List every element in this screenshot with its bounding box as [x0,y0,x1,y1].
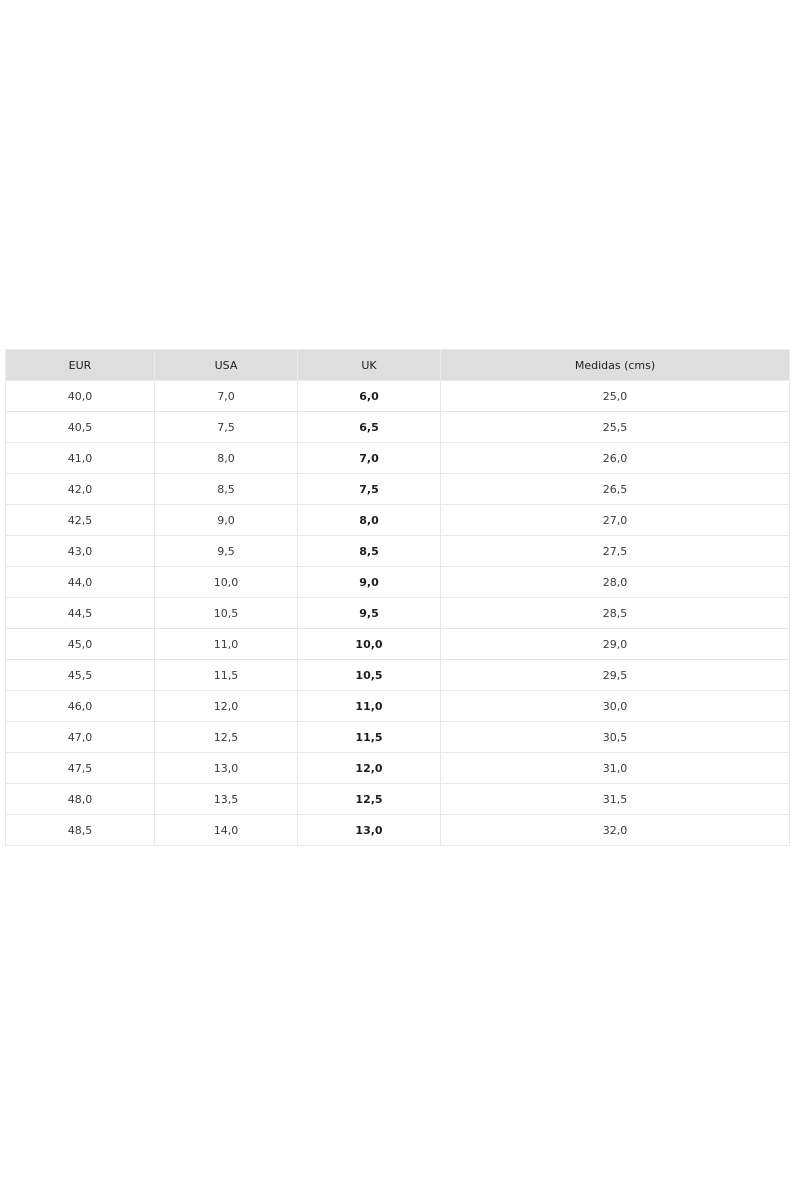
cell-measure-cm: 29,5 [441,660,790,691]
cell-usa: 12,0 [155,691,298,722]
cell-usa: 9,5 [155,536,298,567]
table-row [6,567,790,598]
cell-measure-cm: 27,5 [441,536,790,567]
cell-measure-cm: 27,0 [441,505,790,536]
cell-measure-cm: 29,0 [441,629,790,660]
cell-eur: 47,0 [6,722,155,753]
cell-measure-cm: 30,0 [441,691,790,722]
cell-usa: 14,0 [155,815,298,846]
cell-measure-cm: 26,5 [441,474,790,505]
cell-eur: 45,0 [6,629,155,660]
cell-uk: 6,5 [298,412,441,443]
cell-uk: 6,0 [298,381,441,412]
cell-eur: 45,5 [6,660,155,691]
cell-usa: 8,0 [155,443,298,474]
cell-measure-cm: 31,0 [441,753,790,784]
cell-usa: 12,5 [155,722,298,753]
header-eur: EUR [6,350,155,381]
cell-usa: 10,5 [155,598,298,629]
header-uk: UK [298,350,441,381]
cell-uk: 12,0 [298,753,441,784]
table-body [6,381,790,846]
cell-usa: 13,0 [155,753,298,784]
table-row [6,474,790,505]
cell-uk: 10,0 [298,629,441,660]
cell-eur: 44,5 [6,598,155,629]
cell-eur: 47,5 [6,753,155,784]
cell-uk: 11,5 [298,722,441,753]
table-header [6,350,790,381]
cell-usa: 7,5 [155,412,298,443]
cell-uk: 11,0 [298,691,441,722]
table-row [6,784,790,815]
table-row [6,753,790,784]
cell-measure-cm: 28,0 [441,567,790,598]
cell-measure-cm: 30,5 [441,722,790,753]
cell-measure-cm: 25,0 [441,381,790,412]
cell-eur: 43,0 [6,536,155,567]
table-row [6,443,790,474]
header-row [6,350,790,381]
cell-uk: 8,5 [298,536,441,567]
header-usa: USA [155,350,298,381]
cell-usa: 7,0 [155,381,298,412]
cell-usa: 9,0 [155,505,298,536]
table-row [6,505,790,536]
table-row [6,660,790,691]
cell-uk: 7,5 [298,474,441,505]
table-row [6,629,790,660]
cell-uk: 8,0 [298,505,441,536]
size-chart-table [5,349,790,846]
cell-eur: 46,0 [6,691,155,722]
cell-measure-cm: 32,0 [441,815,790,846]
cell-eur: 40,0 [6,381,155,412]
cell-uk: 9,5 [298,598,441,629]
cell-eur: 42,0 [6,474,155,505]
table-row [6,381,790,412]
cell-eur: 41,0 [6,443,155,474]
cell-uk: 12,5 [298,784,441,815]
cell-measure-cm: 26,0 [441,443,790,474]
cell-eur: 44,0 [6,567,155,598]
cell-measure-cm: 31,5 [441,784,790,815]
cell-eur: 42,5 [6,505,155,536]
cell-uk: 13,0 [298,815,441,846]
header-measure-cm: Medidas (cms) [441,350,790,381]
cell-uk: 7,0 [298,443,441,474]
table-row [6,722,790,753]
cell-usa: 10,0 [155,567,298,598]
cell-usa: 11,0 [155,629,298,660]
cell-eur: 40,5 [6,412,155,443]
cell-eur: 48,5 [6,815,155,846]
cell-usa: 11,5 [155,660,298,691]
table-row [6,691,790,722]
cell-usa: 8,5 [155,474,298,505]
cell-uk: 9,0 [298,567,441,598]
cell-usa: 13,5 [155,784,298,815]
cell-measure-cm: 25,5 [441,412,790,443]
table-row [6,598,790,629]
table-row [6,536,790,567]
cell-uk: 10,5 [298,660,441,691]
table-row [6,412,790,443]
cell-measure-cm: 28,5 [441,598,790,629]
cell-eur: 48,0 [6,784,155,815]
table-row [6,815,790,846]
